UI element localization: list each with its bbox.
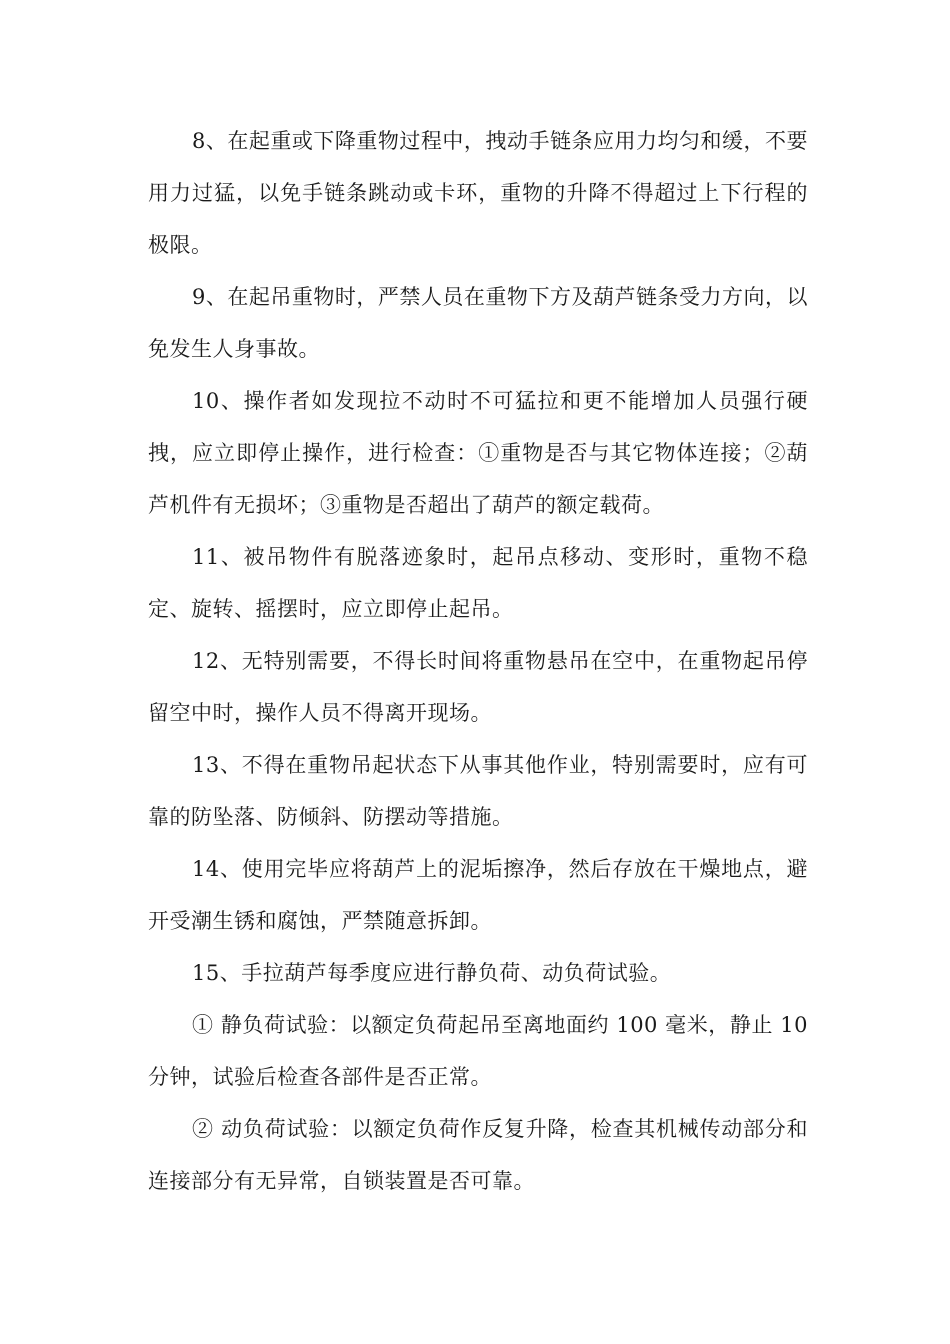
paragraph-item-11: 11、被吊物件有脱落迹象时，起吊点移动、变形时，重物不稳定、旋转、摇摆时，应立即停止起吊。: [148, 545, 808, 621]
paragraph-item-13: 13、不得在重物吊起状态下从事其他作业，特别需要时，应有可靠的防坠落、防倾斜、防摆动等措施。: [148, 753, 808, 829]
paragraph-dynamic-load-test: ② 动负荷试验：以额定负荷作反复升降，检查其机械传动部分和连接部分有无异常，自锁装置是否可靠。: [148, 1117, 808, 1193]
paragraph-item-10: 10、操作者如发现拉不动时不可猛拉和更不能增加人员强行硬拽，应立即停止操作，进行检查：①重物是否与其它物体连接；②葫芦机件有无损坏；③重物是否超出了葫芦的额定载荷。: [148, 389, 808, 517]
paragraph-item-8: 8、在起重或下降重物过程中，拽动手链条应用力均匀和缓，不要用力过猛，以免手链条跳动或卡环，重物的升降不得超过上下行程的极限。: [148, 129, 808, 257]
paragraph-item-14: 14、使用完毕应将葫芦上的泥垢擦净，然后存放在干燥地点，避开受潮生锈和腐蚀，严禁随意拆卸。: [148, 857, 808, 933]
document-body: [148, 115, 808, 1207]
paragraph-item-9: 9、在起吊重物时，严禁人员在重物下方及葫芦链条受力方向，以免发生人身事故。: [148, 285, 808, 361]
paragraph-item-12: 12、无特别需要，不得长时间将重物悬吊在空中，在重物起吊停留空中时，操作人员不得离开现场。: [148, 649, 808, 725]
paragraph-item-15: 15、手拉葫芦每季度应进行静负荷、动负荷试验。: [192, 961, 672, 985]
paragraph-static-load-test: ① 静负荷试验：以额定负荷起吊至离地面约 100 毫米，静止 10 分钟，试验后检查各部件是否正常。: [148, 1013, 808, 1089]
